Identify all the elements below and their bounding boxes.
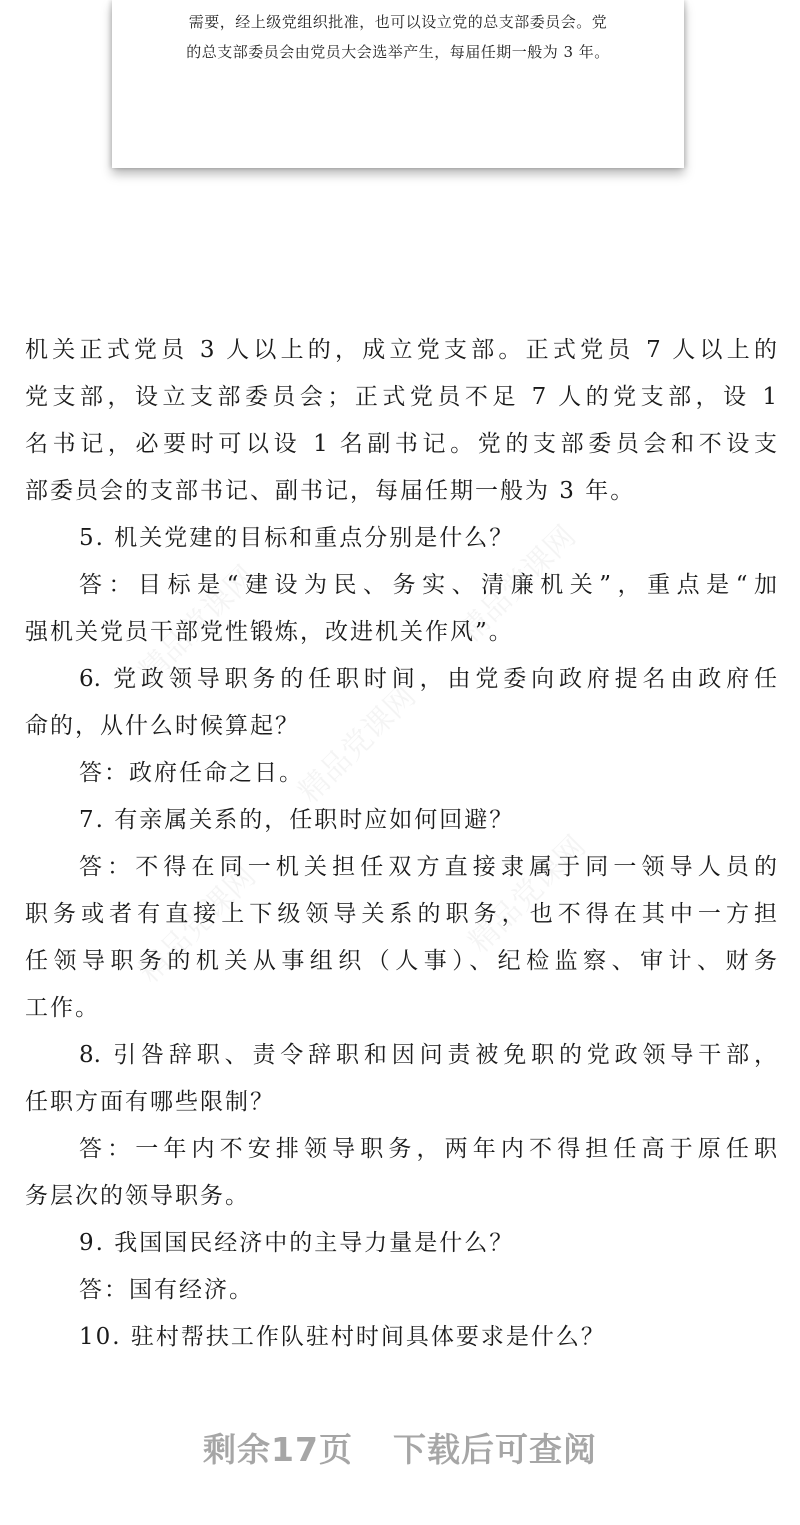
question-10: 10. 驻村帮扶工作队驻村时间具体要求是什么？ bbox=[79, 1324, 606, 1350]
answer-8-cont: 务层次的领导职务。 bbox=[25, 1183, 250, 1209]
question-8-cont: 任职方面有哪些限制？ bbox=[25, 1089, 275, 1115]
answer-9: 答：国有经济。 bbox=[79, 1277, 254, 1303]
question-5: 5. 机关党建的目标和重点分别是什么？ bbox=[79, 525, 515, 551]
watermark-text: 精品党课网 bbox=[132, 559, 263, 690]
paragraph-line: 机关正式党员 3 人以上的，成立党支部。正式党员 7 人以上的 bbox=[25, 337, 777, 363]
card-text-line: 需要，经上级党组织批准，也可以设立党的总支部委员会。党 bbox=[188, 13, 608, 31]
question-8: 8. 引咎辞职、责令辞职和因问责被免职的党政领导干部， bbox=[79, 1042, 777, 1068]
watermark-text: 精品党课网 bbox=[462, 829, 593, 960]
answer-6: 答：政府任命之日。 bbox=[79, 760, 304, 786]
previous-page-card bbox=[112, 0, 684, 168]
answer-8: 答：一年内不安排领导职务，两年内不得担任高于原任职 bbox=[79, 1136, 777, 1162]
remaining-pages-prompt[interactable] bbox=[0, 1424, 800, 1471]
question-6: 6. 党政领导职务的任职时间，由党委向政府提名由政府任 bbox=[79, 666, 777, 692]
paragraph-line: 部委员会的支部书记、副书记，每届任期一般为 3 年。 bbox=[25, 478, 636, 504]
question-9: 9. 我国国民经济中的主导力量是什么？ bbox=[79, 1230, 515, 1256]
paragraph-line: 名书记，必要时可以设 1 名副书记。党的支部委员会和不设支 bbox=[25, 431, 777, 457]
remaining-pages-label: 剩余17页 bbox=[203, 1430, 353, 1469]
answer-5: 答：目标是“建设为民、务实、清廉机关”，重点是“加 bbox=[79, 572, 777, 598]
answer-7-cont: 任领导职务的机关从事组织（人事）、纪检监察、审计、财务 bbox=[25, 948, 777, 974]
card-text-line: 的总支部委员会由党员大会选举产生，每届任期一般为 3 年。 bbox=[186, 43, 610, 61]
question-6-cont: 命的，从什么时候算起？ bbox=[25, 713, 300, 739]
answer-7-cont: 职务或者有直接上下级领导关系的职务，也不得在其中一方担 bbox=[25, 901, 777, 927]
download-to-view-label: 下载后可查阅 bbox=[392, 1430, 597, 1469]
paragraph-line: 党支部，设立支部委员会；正式党员不足 7 人的党支部，设 1 bbox=[25, 384, 777, 410]
answer-7-cont: 工作。 bbox=[25, 995, 100, 1021]
answer-7: 答：不得在同一机关担任双方直接隶属于同一领导人员的 bbox=[79, 854, 777, 880]
question-7: 7. 有亲属关系的，任职时应如何回避？ bbox=[79, 807, 515, 833]
watermark-text: 精品党课网 bbox=[132, 859, 263, 990]
answer-5-cont: 强机关党员干部党性锻炼，改进机关作风”。 bbox=[25, 619, 514, 645]
watermark-text: 精品党课网 bbox=[452, 519, 583, 650]
watermark-text: 精品党课网 bbox=[292, 679, 423, 810]
